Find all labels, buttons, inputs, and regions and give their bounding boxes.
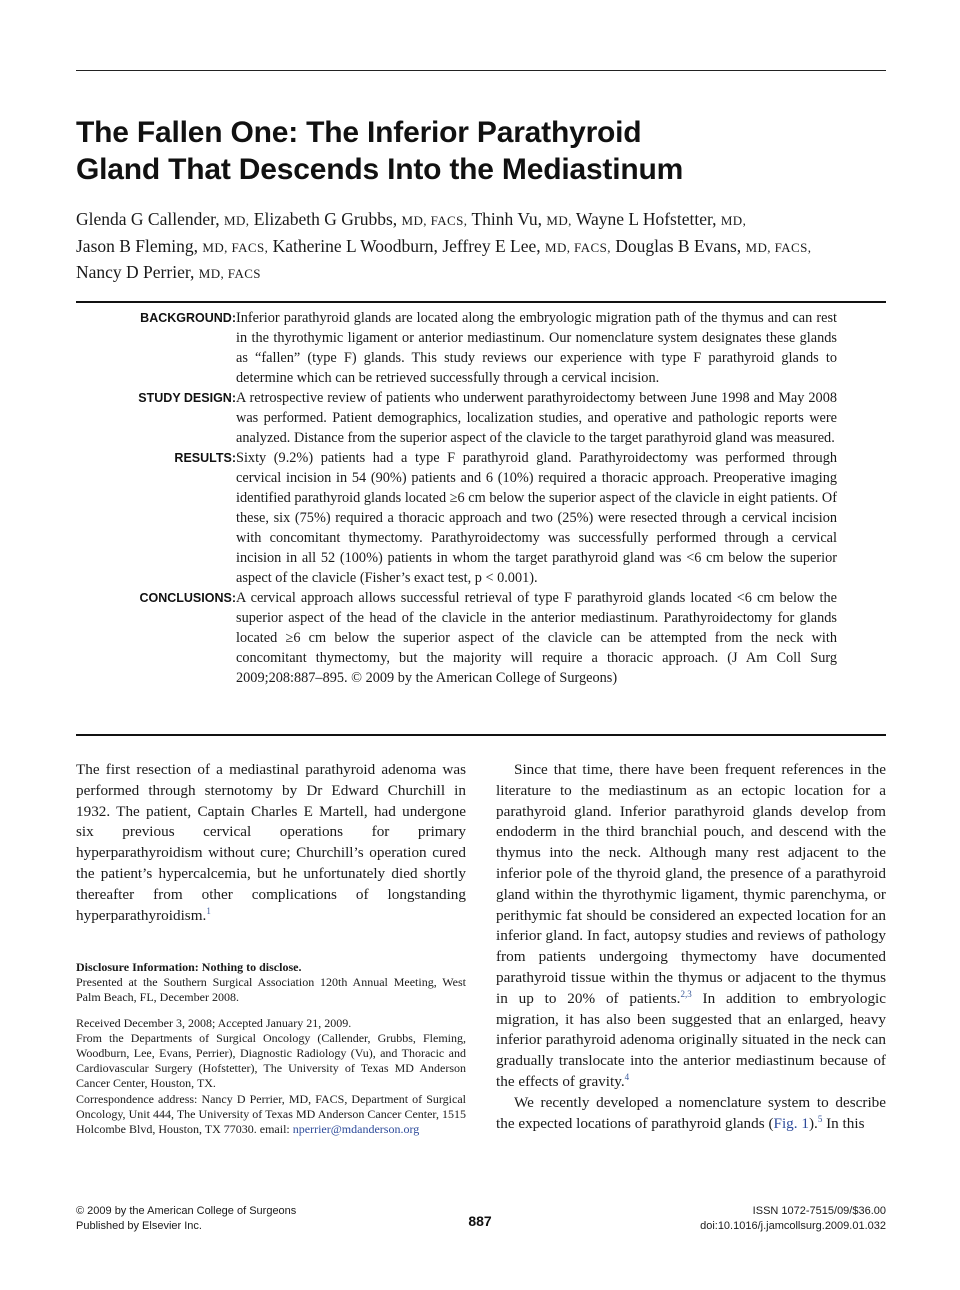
abstract-results: [76, 448, 886, 588]
departments-note: From the Departments of Surgical Oncology (Callender, Grubbs, Fleming, Woodburn, Lee, Evans, Perrier), Diagnostic Radiology (Vu), and Thoracic and Cardiovascular Surgery (Hofstetter), The University of Texas MD Anderson Cancer Center, Houston, TX.: [76, 1030, 466, 1091]
author-degree: MD, FACS,: [545, 239, 611, 255]
author-name: Jeffrey E Lee,: [442, 235, 541, 256]
author-degree: MD,: [224, 213, 250, 228]
doi[interactable]: doi:10.1016/j.jamcollsurg.2009.01.032: [700, 1220, 886, 1232]
history-paragraph: Since that time, there have been frequent references in the literature to the mediastinum as an ectopic location for a parathyroid gland. Inferior parathyroid glands develop from endoderm in the third branchial pouch, and descend with the thymus into the neck. Although many rest adjacent to the inferior pole of the thyroid gland, the presence of a parathyroid gland within the thyrothymic ligament, thymic parenchyma, or perithymic fat should be considered an expected location for an inferior gland. In fact, autopsy studies and reviews of pathology from patients undergoing thymectomy have documented parathyroid tissue within the thymus or adjacent to the thymus in up to 20% of patients.$^{2,3}$ In addition to embryologic migration, it has also been suggested that an enlarged, heavy inferior parathyroid adenoma originally situated in the neck can gradually translocate into the anterior mediastinum because of the effects of gravity.$^4$: [496, 761, 887, 1090]
footnotes: [76, 960, 466, 1137]
author-name: Nancy D Perrier,: [76, 262, 195, 282]
figure-link[interactable]: Fig. 1: [773, 1114, 809, 1132]
citation-ref[interactable]: 4: [624, 1071, 630, 1082]
citation-ref[interactable]: 1: [206, 905, 211, 916]
author-name: Glenda G Callender,: [76, 209, 220, 229]
citation-ref[interactable]: 2,3: [680, 988, 692, 999]
background-label: BACKGROUND:: [140, 311, 236, 325]
disclosure-note: Disclosure Information: Nothing to disclose.: [76, 960, 302, 974]
copyright: © 2009 by the American College of Surgeons: [76, 1205, 297, 1217]
footnote-gap: [76, 1006, 466, 1016]
email-link[interactable]: nperrier@mdanderson.org: [292, 1122, 420, 1137]
page-number: 887: [468, 1213, 492, 1229]
intro-text: The first resection of a mediastinal parathyroid adenoma was performed through sternotomy by Dr Edward Churchill in 1932. The patient, Captain Charles E Martell, had undergone six previous cervical operations for primary hyperparathyroidism without cure; Churchill’s operation cured the patient’s hypercalcemia, but he unfortunately died shortly thereafter from other complications of longstanding hyperparathyroidism.: [76, 761, 466, 924]
author-name: Katherine L Woodburn,: [272, 235, 438, 256]
top-rule: [76, 70, 886, 71]
nomenclature-paragraph: We recently developed a nomenclature system to describe the expected locations of parathyroid glands (Fig. 1).$^5$ In this: [496, 1093, 886, 1132]
author-degree: MD, FACS,: [745, 239, 812, 255]
title-line-2: Gland That Descends Into the Mediastinum: [76, 153, 684, 186]
author-name: Jason B Fleming,: [76, 235, 199, 256]
abstract-bottom-rule: [76, 734, 886, 736]
author-degree: MD, FACS,: [401, 213, 468, 228]
author-name: Wayne L Hofstetter,: [575, 209, 717, 229]
footer-right: [586, 1204, 886, 1234]
author-degree: MD,: [546, 213, 572, 228]
study-design-label: STUDY DESIGN:: [138, 391, 236, 405]
footer-left: [76, 1204, 376, 1234]
body-column-right: [496, 760, 886, 1134]
issn: ISSN 1072-7515/09/$36.00: [752, 1205, 886, 1217]
intro-paragraph: [76, 760, 466, 926]
structured-abstract: [76, 308, 886, 688]
study-design-text: A retrospective review of patients who underwent parathyroidectomy between June 1998 and May 2008 was performed. Patient demographics, localization studies, and operative and pathologic reports were analyzed. Distance from the superior aspect of the clavicle to the target parathyroid gland was measured.: [236, 390, 837, 446]
received-note: Received December 3, 2008; Accepted January 21, 2009.: [76, 1015, 352, 1030]
citation-ref[interactable]: 5: [817, 1113, 823, 1124]
presented-note: Presented at the Southern Surgical Association 120th Annual Meeting, West Palm Beach, FL, December 2008.: [76, 975, 466, 1005]
body-column-left: [76, 760, 466, 926]
abstract-conclusions: [76, 588, 886, 688]
abstract-background: [76, 308, 886, 388]
results-label: RESULTS:: [174, 451, 236, 465]
author-list: [76, 207, 891, 287]
background-text: Inferior parathyroid glands are located along the embryologic migration path of the thymus and can rest in the thyrothymic ligament or anterior mediastinum. Our nomenclature system designates these glands as “fallen” (type F) glands. This study reviews our experience with type F parathyroid glands to determine which can be retrieved successfully through a cervical incision.: [236, 310, 837, 386]
author-degree: MD,: [720, 213, 747, 228]
author-degree: MD, FACS,: [202, 239, 269, 255]
author-name: Elizabeth G Grubbs,: [253, 209, 398, 229]
publisher: Published by Elsevier Inc.: [76, 1220, 202, 1232]
author-name: Douglas B Evans,: [615, 235, 742, 256]
article-title: [76, 114, 886, 188]
abstract-study-design: [76, 388, 886, 448]
results-text: Sixty (9.2%) patients had a type F parathyroid gland. Parathyroidectomy was performed through cervical incision in 54 (90%) patients and 6 (10%) required a thoracic approach. Preoperative imaging identified parathyroid glands located ≥6 cm below the superior aspect of the clavicle in eight patients. Of these, six (75%) required a thoracic approach and two (25%) were resected through a cervical incision with concomitant thymectomy. Parathyroidectomy was successfully performed through a cervical incision in all 52 (100%) patients in whom the target parathyroid gland was <6 cm below the superior aspect of the clavicle (Fisher’s exact test, p < 0.001).: [236, 450, 837, 586]
author-name: Thinh Vu,: [471, 209, 543, 229]
conclusions-text: A cervical approach allows successful retrieval of type F parathyroid glands located <6 cm below the superior aspect of the head of the clavicle in the anterior mediastinum. Parathyroidectomy for glands located ≥6 cm below the superior aspect of the clavicle can be attempted from the neck with concomitant thymectomy, but the majority will require a thoracic approach. (J Am Coll Surg 2009;208:887–895. © 2009 by the American College of Surgeons): [236, 590, 837, 686]
abstract-top-rule: [76, 301, 886, 303]
correspondence-note: Correspondence address: Nancy D Perrier, MD, FACS, Department of Surgical Oncology, Unit 444, The University of Texas MD Anderson Cancer Center, 1515 Holcombe Blvd, Houston, TX 77030. email: nperrier@mdanderson.org: [76, 1091, 466, 1137]
conclusions-label: CONCLUSIONS:: [139, 591, 236, 605]
author-degree: MD, FACS: [198, 266, 261, 281]
title-line-1: The Fallen One: The Inferior Parathyroid: [76, 116, 642, 149]
